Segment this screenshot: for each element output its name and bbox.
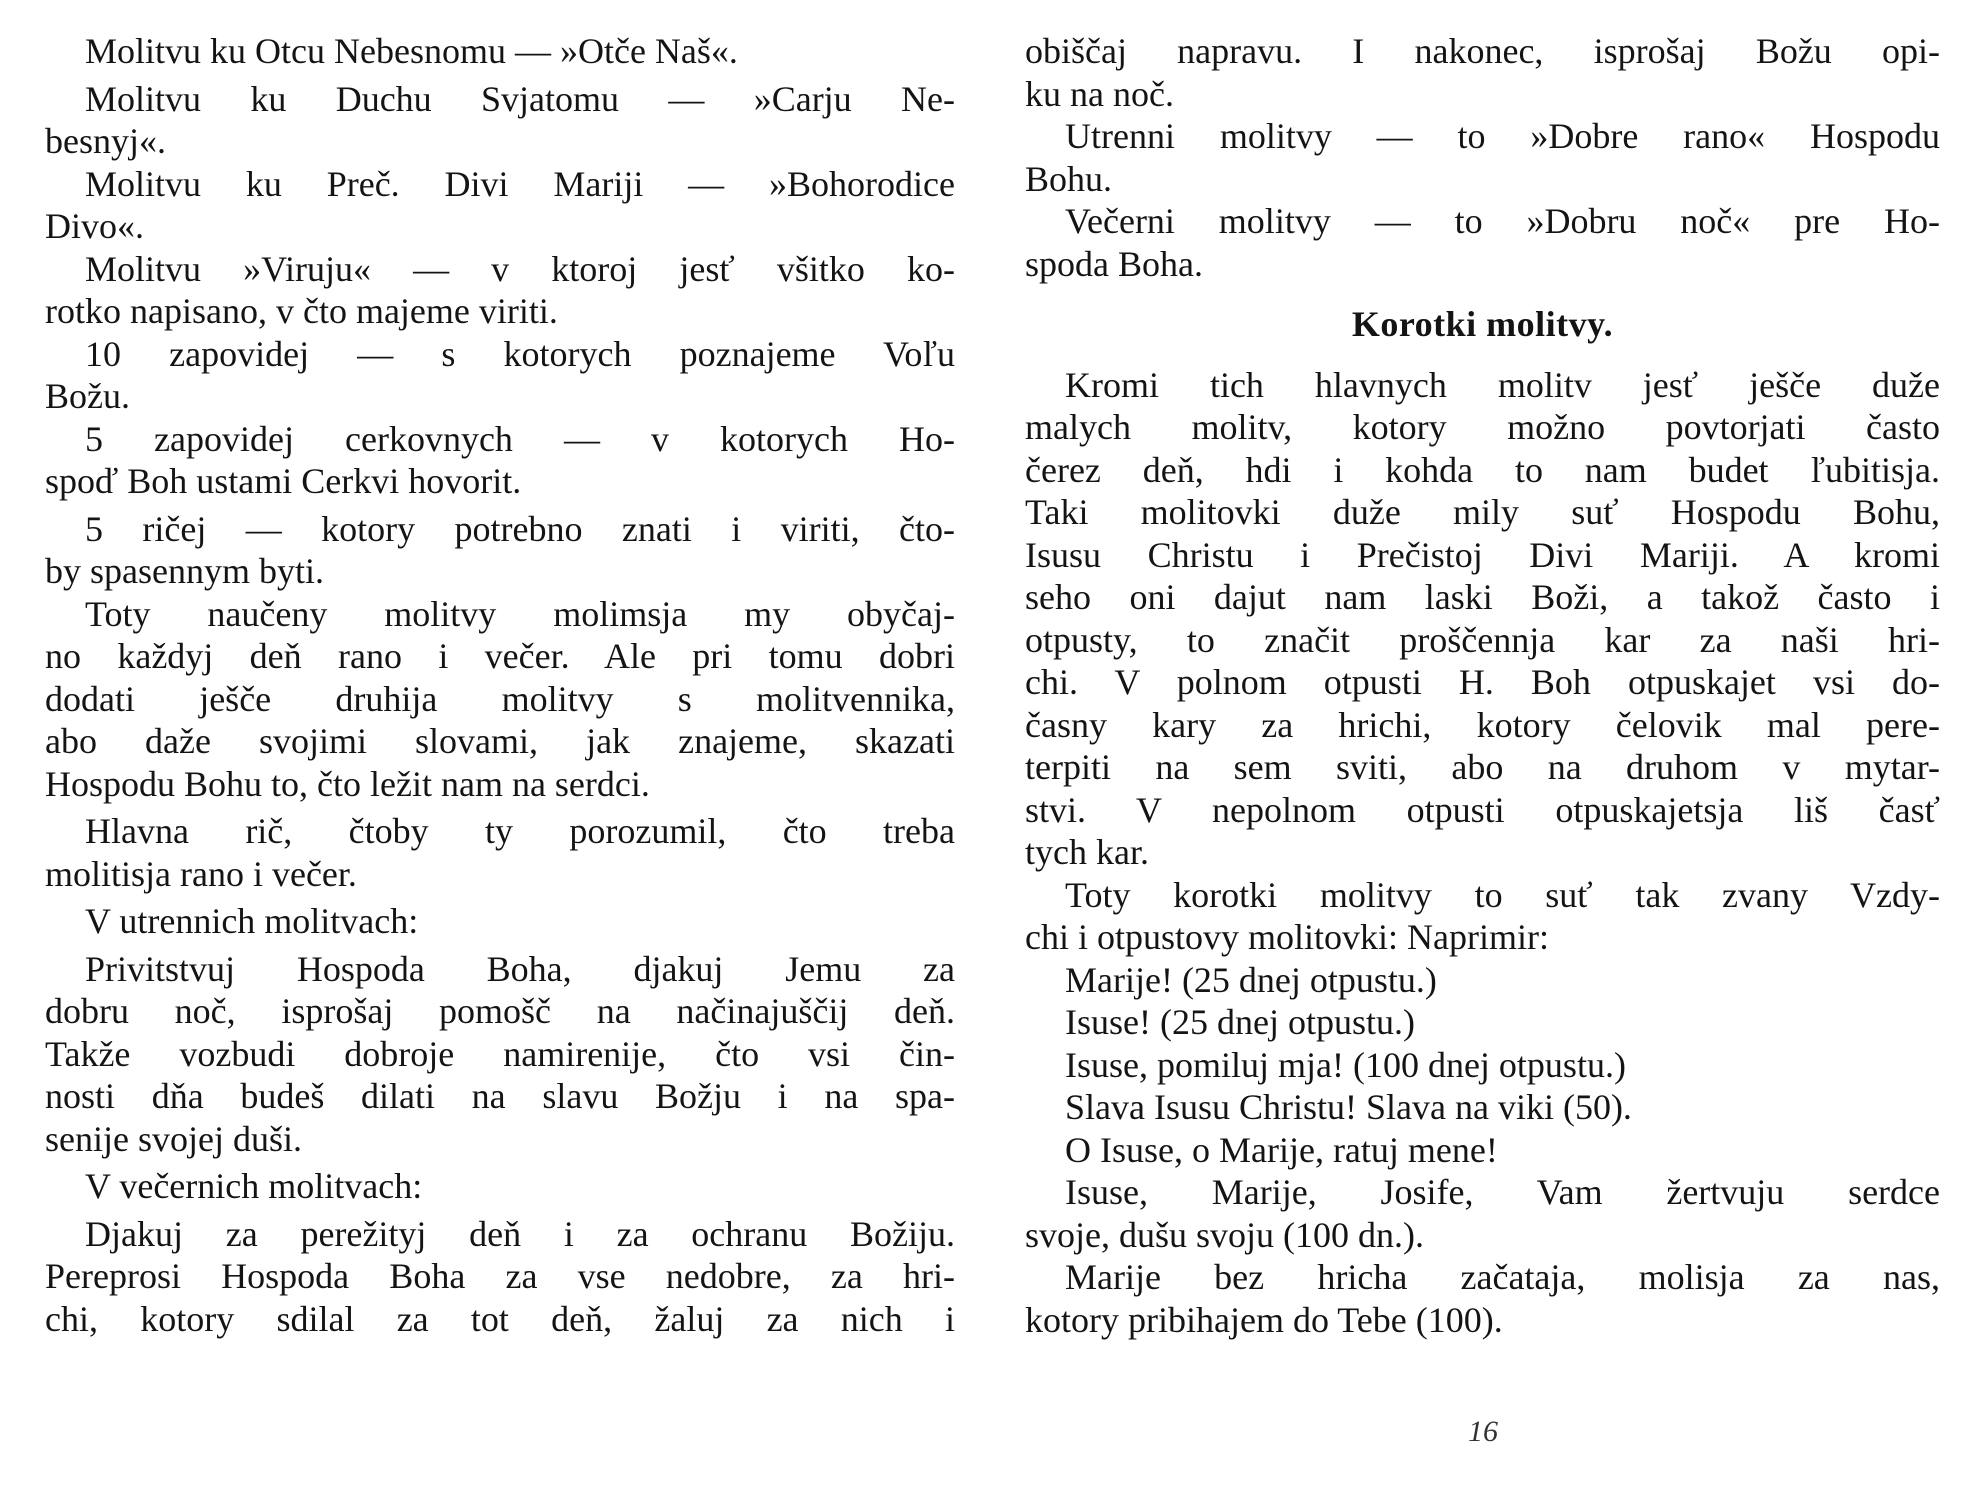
left-column-line: 10 zapovidej — s kotorych poznajeme Voľu [85,333,955,374]
right-column-line: svoje, dušu svoju (100 dn.). [1025,1214,1424,1255]
right-column-line: Marije bez hricha začataja, molisja za nas, [1065,1257,1940,1297]
left-column-line: Djakuj za perežityj deň i za ochranu Božiju. [85,1213,955,1254]
right-column-line: časny kary za hrichi, kotory čelovik mal pere- [1025,704,1940,745]
right-column-line: spoda Boha. [1025,243,1203,284]
left-column-line: dobru noč, isprošaj pomošč na načinajuščij deň. [45,991,955,1031]
right-column-line: Slava Isusu Christu! Slava na viki (50). [1065,1087,1632,1127]
left-column-line: Molitvu ku Otcu Nebesnomu — »Otče Naš«. [85,31,738,71]
left-column-line: dodati ješče druhija molitvy s molitvennika, [45,678,955,719]
right-column-line: chi i otpustovy molitovki: Naprimir: [1025,917,1549,957]
left-column-line: 5 zapovidej cerkovnych — v kotorych Ho- [85,418,955,459]
left-column-line: by spasennym byti. [45,551,324,591]
left-column-line: nosti dňa budeš dilati na slavu Božju i na spa- [45,1076,955,1116]
left-column-line: abo daže svojimi slovami, jak znajeme, skazati [45,721,955,761]
left-column-line: Privitstvuj Hospoda Boha, djakuj Jemu za [85,948,955,989]
right-column-line: Isusu Christu i Prečistoj Divi Mariji. A kromi [1025,534,1940,575]
right-column-line: Isuse, pomiluj mja! (100 dnej otpustu.) [1065,1044,1626,1085]
right-column-line: obiščaj napravu. I nakonec, isprošaj Božu opi- [1025,31,1940,71]
section-heading: Korotki molitvy. [1351,304,1614,344]
right-column-line: čerez deň, hdi i kohda to nam budet ľubitisja. [1025,449,1940,490]
right-column-line: Isuse, Marije, Josife, Vam žertvuju serdce [1065,1172,1940,1212]
right-column-line: stvi. V nepolnom otpusti otpuskajetsja liš časť [1025,789,1940,830]
left-column-line: Molitvu ku Preč. Divi Mariji — »Bohorodice [85,163,955,204]
left-column-line: 5 ričej — kotory potrebno znati i viriti, čto- [85,508,955,549]
right-column-line: O Isuse, o Marije, ratuj mene! [1065,1129,1498,1170]
right-column-line: Bohu. [1025,158,1113,199]
right-column-line: terpiti na sem sviti, abo na druhom v mytar- [1025,747,1940,787]
right-column-line: Marije! (25 dnej otpustu.) [1065,959,1437,1000]
left-column-line: rotko napisano, v čto majeme viriti. [45,291,558,331]
right-column-line: Večerni molitvy — to »Dobru noč« pre Ho- [1065,201,1940,241]
right-column-line: ku na noč. [1025,73,1174,114]
right-column [1025,30,1940,1341]
left-column-line: no každyj deň rano i večer. Ale pri tomu dobri [45,636,955,676]
left-column-line: Hlavna rič, čtoby ty porozumil, čto treba [85,811,955,851]
right-column-line: Isuse! (25 dnej otpustu.) [1065,1002,1415,1042]
right-column-line: chi. V polnom otpusti H. Boh otpuskajet vsi do- [1025,662,1940,702]
left-column-line: Molitvu ku Duchu Svjatomu — »Carju Ne- [85,78,955,119]
page-number: 16 [1468,1415,1498,1448]
right-column-line: kotory pribihajem do Tebe (100). [1025,1299,1503,1340]
right-column-line: seho oni dajut nam laski Boži, a takož často i [1025,577,1940,617]
left-column-line: spoď Boh ustami Cerkvi hovorit. [45,461,522,501]
right-column-line: malych molitv, kotory možno povtorjati často [1025,407,1940,447]
left-column-line: Božu. [45,376,130,416]
left-column-line: Divo«. [45,206,144,246]
left-column-line: Takže vozbudi dobroje namirenije, čto vsi čin- [45,1033,955,1074]
right-column-line: otpusty, to značit proščennja kar za naši hri- [1025,619,1940,660]
left-column-line: Toty naučeny molitvy molimsja my obyčaj- [85,593,955,634]
left-column-line: V večernich molitvach: [85,1166,423,1206]
right-column-line: Taki molitovki duže mily suť Hospodu Bohu, [1025,492,1940,532]
right-column-line: Utrenni molitvy — to »Dobre rano« Hospodu [1065,116,1940,156]
left-column-line: besnyj«. [45,121,166,161]
left-column-line: Hospodu Bohu to, čto ležit nam na serdci. [45,763,650,804]
left-column [45,30,955,1340]
left-column-line: Pereprosi Hospoda Boha za vse nedobre, za hri- [45,1256,955,1296]
right-column-line: Kromi tich hlavnych molitv jesť ješče duže [1065,364,1940,405]
left-column-line: chi, kotory sdilal za tot deň, žaluj za nich i [45,1298,955,1339]
left-column-line: molitisja rano i večer. [45,853,357,894]
right-column-line: Toty korotki molitvy to suť tak zvany Vzdy- [1065,874,1940,915]
left-column-line: Molitvu »Viruju« — v ktoroj jesť všitko ko- [85,248,955,289]
left-column-line: V utrennich molitvach: [85,901,419,941]
right-column-line: tych kar. [1025,832,1149,872]
left-column-line: senije svojej duši. [45,1118,302,1159]
